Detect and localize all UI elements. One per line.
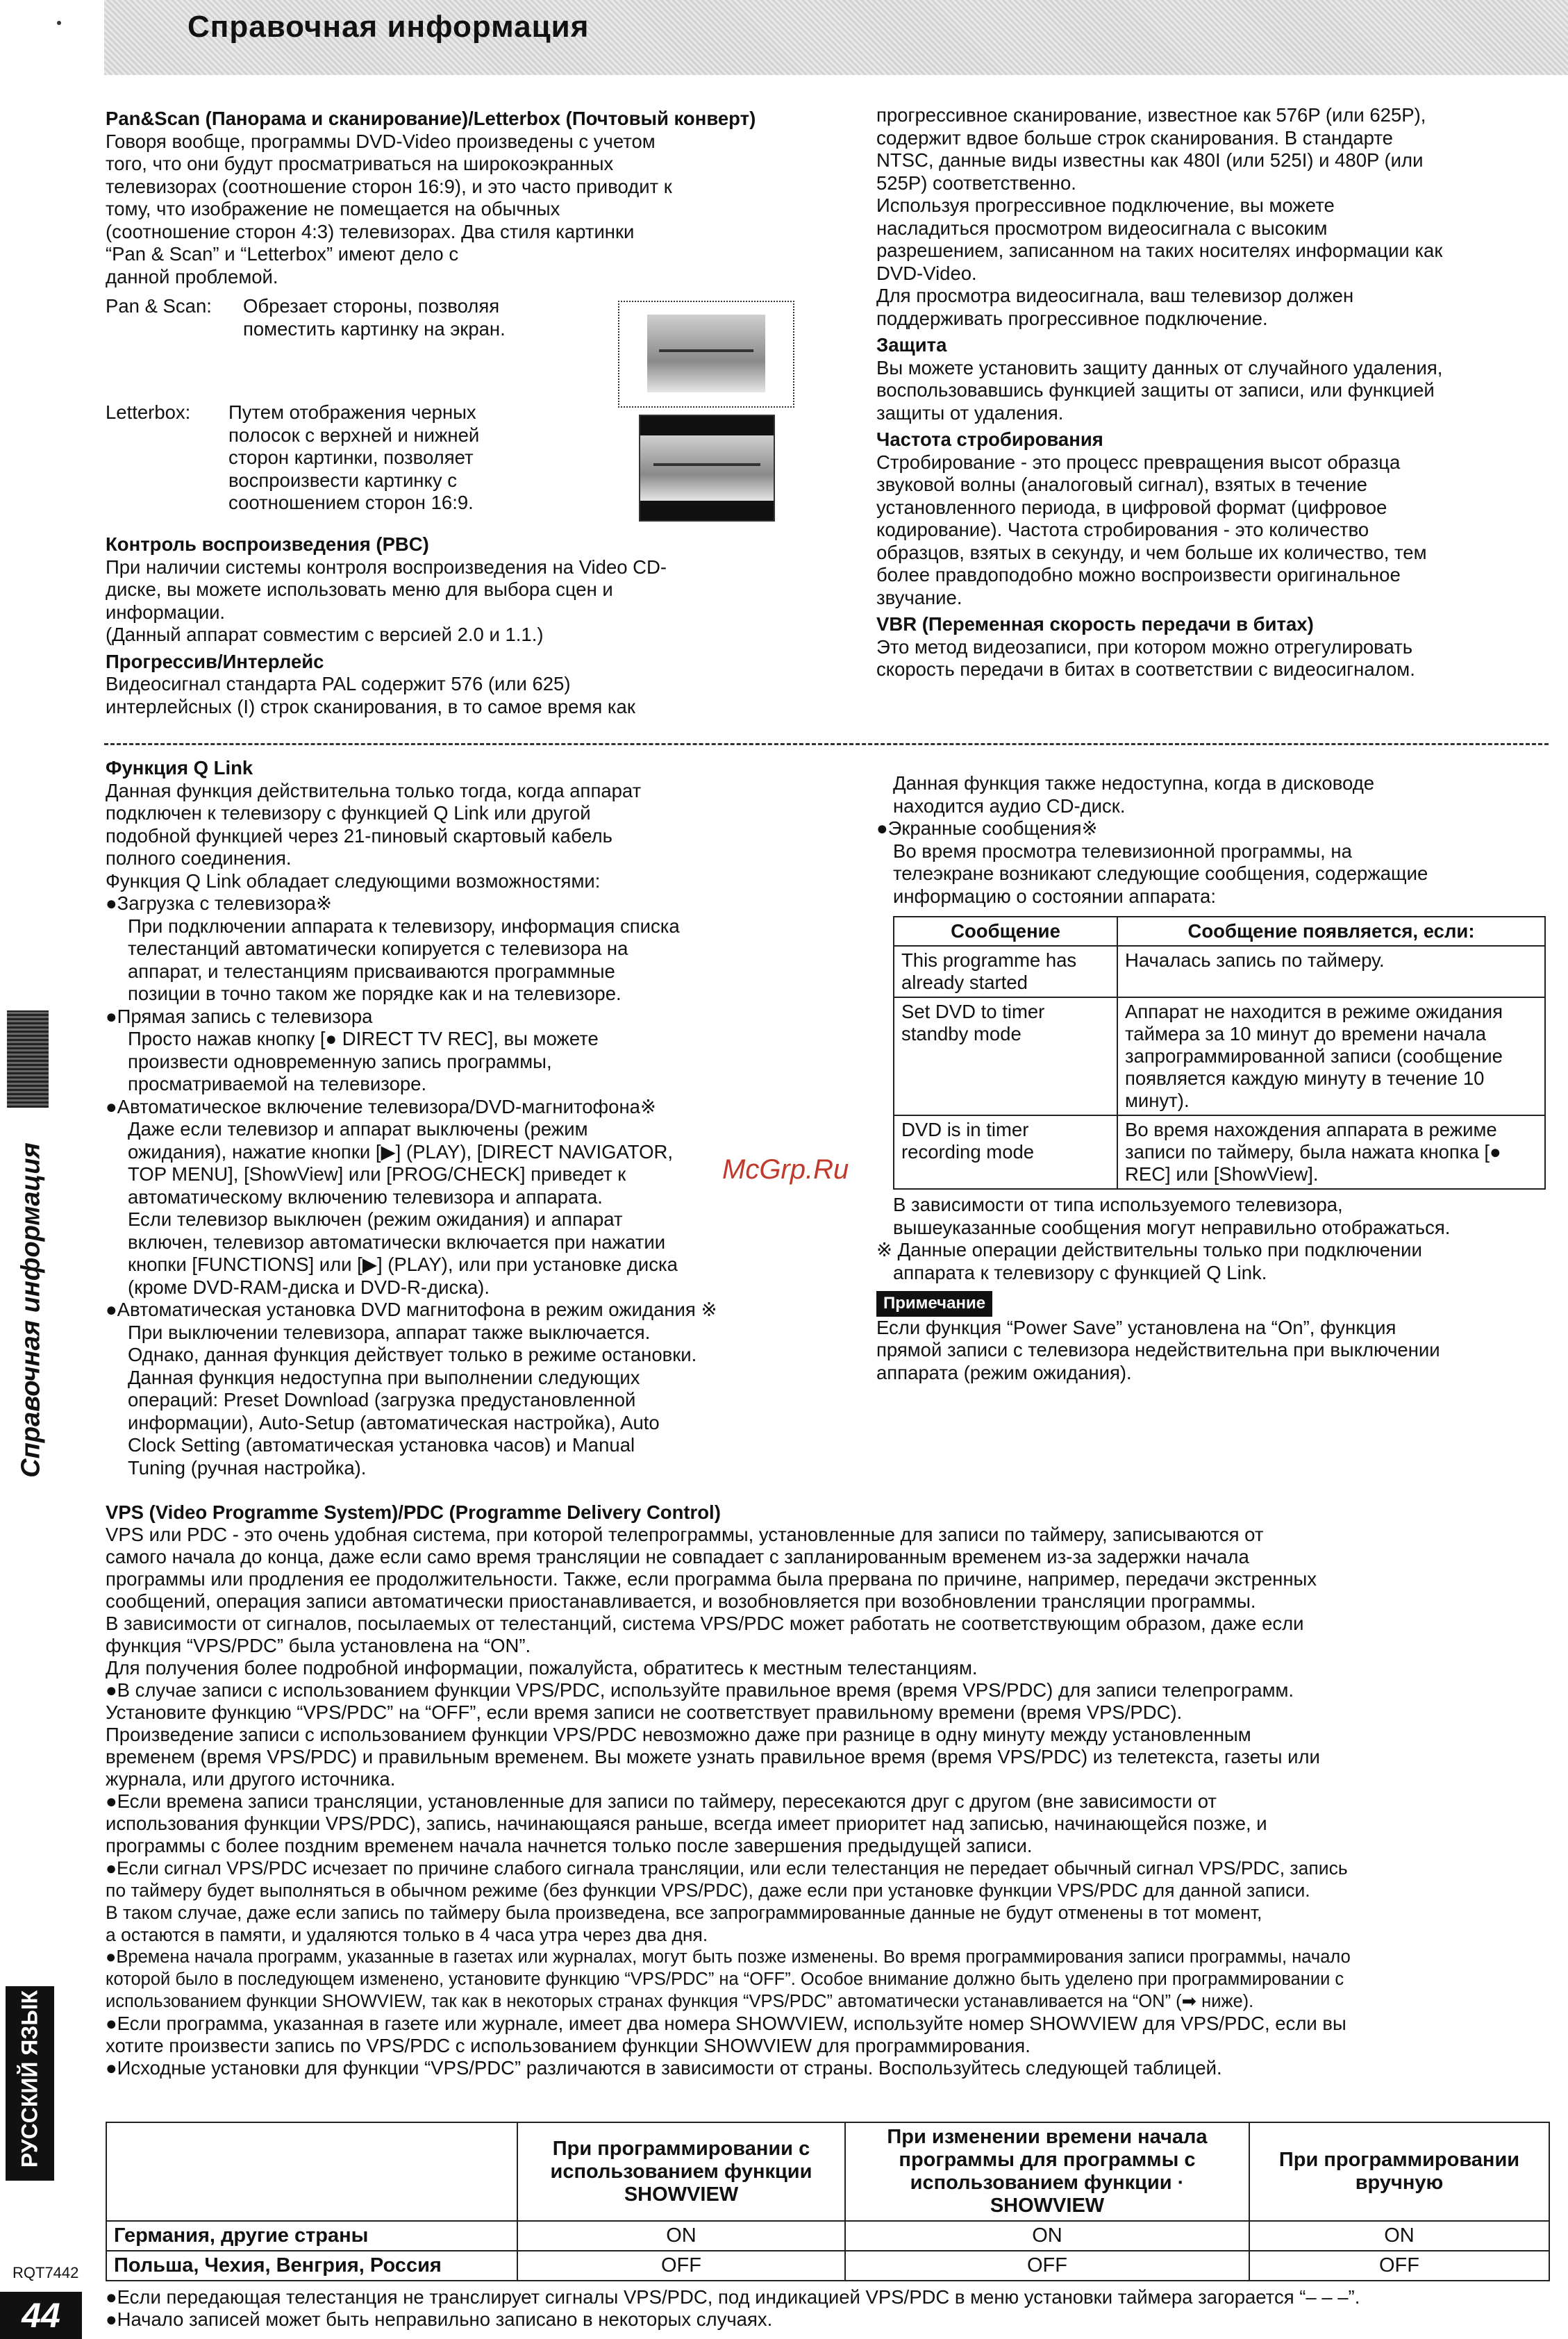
right-top-column bbox=[876, 104, 1550, 681]
text-line: ●Начало записей может быть неправильно записано в некоторых случаях. bbox=[106, 2308, 773, 2330]
text-line: информацию о состоянии аппарата: bbox=[893, 885, 1216, 907]
letterbox-definition bbox=[106, 401, 592, 513]
text-line: Во время просмотра телевизионной программы, на bbox=[893, 840, 1352, 862]
text-line: ●Исходные установки для функции “VPS/PDC” различаются в зависимости от страны. Воспользуйтесь следующей таблицей. bbox=[106, 2057, 1222, 2079]
vbr-heading: VBR (Переменная скорость передачи в битах) bbox=[876, 613, 1314, 635]
text-line: кнопки [FUNCTIONS] или [▶] (PLAY), или при установке диска bbox=[128, 1254, 678, 1275]
text-line: NTSC, данные виды известны как 480I (или 525I) и 480P (или bbox=[876, 149, 1424, 171]
country-cell: Германия, другие страны bbox=[106, 2221, 517, 2251]
text-line: воспользовавшись функцией защиты от записи, или функцией bbox=[876, 379, 1435, 401]
text-line: Стробирование - это процесс превращения высот образца bbox=[876, 451, 1401, 473]
text-line: кодирование). Частота стробирования - это количество bbox=[876, 519, 1369, 540]
condition-cell: Во время нахождения аппарата в режиме записи по таймеру, была нажата кнопка [● REC] или [ShowView]. bbox=[1117, 1115, 1545, 1189]
table-row bbox=[106, 2221, 1549, 2251]
text-line: использования функции VPS/PDC), запись, начинающаяся раньше, всегда имеет приоритет над записью, начинающейся позже, и bbox=[106, 1813, 1267, 1834]
text-line: VPS или PDC - это очень удобная система, при которой телепрограммы, установленные для записи по таймеру, записываются от bbox=[106, 1524, 1264, 1545]
letterbox-label: Letterbox: bbox=[106, 401, 191, 423]
pbc-section bbox=[106, 533, 800, 718]
value-cell: OFF bbox=[845, 2251, 1249, 2281]
text-line: сообщений, операция записи автоматически приостанавливается, и возобновляется при возобновлении трансляции программы. bbox=[106, 1590, 1256, 1612]
text-line: Данная функция также недоступна, когда в дисководе bbox=[893, 772, 1375, 794]
text-line: При выключении телевизора, аппарат также выключается. bbox=[128, 1321, 651, 1343]
qlink-right-column bbox=[876, 772, 1550, 1384]
table-row bbox=[894, 997, 1545, 1115]
text-line: прогрессивное сканирование, известное как 576P (или 625P), bbox=[876, 104, 1426, 126]
message-cell: Set DVD to timer standby mode bbox=[894, 997, 1117, 1115]
text-line: разрешением, записанном на таких носителях информации как bbox=[876, 240, 1443, 261]
text-line: Функция Q Link обладает следующими возможностями: bbox=[106, 869, 601, 892]
text-line: Для получения более подробной информации, пожалуйста, обратитесь к местным телестанциям. bbox=[106, 1657, 978, 1679]
text-line: ●Времена начала программ, указанные в газетах или журналах, могут быть позже изменены. Во время программирования записи программы, начало bbox=[106, 1947, 1351, 1967]
table-header-row bbox=[894, 917, 1545, 946]
page-header bbox=[0, 0, 1568, 76]
text-line: Clock Setting (автоматическая установка часов) и Manual bbox=[128, 1434, 635, 1456]
text-line: Говоря вообще, программы DVD-Video произведены с учетом bbox=[106, 130, 656, 152]
condition-cell: Аппарат не находится в режиме ожидания таймера за 10 минут до времени начала запрограммированной записи (сообщение появляется каждую минуту в течение 10 минут). bbox=[1117, 997, 1545, 1115]
document-code: RQT7442 bbox=[12, 2264, 79, 2281]
text-line: скорость передачи в битах в соответствии с видеосигналом. bbox=[876, 658, 1415, 680]
text-line: соотношением сторон 16:9. bbox=[228, 492, 474, 513]
text-line: Однако, данная функция действует только в режиме остановки. bbox=[128, 1344, 697, 1365]
table-header bbox=[106, 2122, 517, 2221]
table-header: При программировании с использованием функции SHOWVIEW bbox=[517, 2122, 845, 2221]
table-row bbox=[894, 1115, 1545, 1189]
text-line: по таймеру будет выполняться в обычном режиме (без функции VPS/PDC), даже если при установке функции VPS/PDC для данной записи. bbox=[106, 1880, 1310, 1901]
vps-footer-notes bbox=[106, 2286, 1550, 2331]
text-line: звуковой волны (аналоговый сигнал), взятых в течение bbox=[876, 474, 1367, 495]
text-line: ●В случае записи с использованием функции VPS/PDC, используйте правильное время (время VPS/PDC) для записи телепрограмм. bbox=[106, 1679, 1294, 1701]
text-line: полосок с верхней и нижней bbox=[228, 424, 480, 446]
text-line: насладиться просмотром видеосигнала с высоким bbox=[876, 217, 1328, 239]
progressive-heading: Прогрессив/Интерлейс bbox=[106, 650, 324, 672]
text-line: диске, вы можете использовать меню для выбора сцен и bbox=[106, 578, 613, 600]
text-line: ※ Данные операции действительны только при подключении bbox=[876, 1239, 1422, 1260]
bullet-title: ●Автоматическое включение телевизора/DVD-магнитофона※ bbox=[106, 1095, 656, 1117]
pbc-heading: Контроль воспроизведения (PBC) bbox=[106, 533, 429, 555]
onscreen-messages-table bbox=[893, 916, 1546, 1190]
text-line: При наличии системы контроля воспроизведения на Video CD- bbox=[106, 556, 667, 578]
table-header: Сообщение bbox=[894, 917, 1117, 946]
text-line: телестанций автоматически копируется с телевизора на bbox=[128, 938, 628, 959]
vps-heading: VPS (Video Programme System)/PDC (Programme Delivery Control) bbox=[106, 1501, 721, 1523]
text-line: Просто нажав кнопку [● DIRECT TV REC], вы можете bbox=[128, 1028, 599, 1049]
panscan-label: Pan & Scan: bbox=[106, 295, 212, 317]
text-line: В зависимости от типа используемого телевизора, bbox=[893, 1194, 1343, 1215]
section-divider bbox=[104, 743, 1549, 745]
text-line: Установите функцию “VPS/PDC” на “OFF”, если время записи не соответствует правильному времени (время VPS/PDC). bbox=[106, 1701, 1183, 1723]
text-line: подключен к телевизору с функцией Q Link или другой bbox=[106, 802, 591, 824]
text-line: В зависимости от сигналов, посылаемых от телестанций, система VPS/PDC может работать не соответствующим образом, даже если bbox=[106, 1613, 1304, 1634]
table-row bbox=[106, 2251, 1549, 2281]
text-line: журнала, или другого источника. bbox=[106, 1768, 396, 1790]
text-line: самого начала до конца, даже если само время трансляции не совпадает с запланированным временем из-за задержки начала bbox=[106, 1546, 1249, 1567]
text-line: вышеуказанные сообщения могут неправильно отображаться. bbox=[893, 1216, 1451, 1238]
value-cell: OFF bbox=[517, 2251, 845, 2281]
text-line: программы с более поздним временем начала начнется только после завершения предыдущей записи. bbox=[106, 1835, 1033, 1856]
language-tab-label: РУССКИЙ ЯЗЫК bbox=[17, 1990, 42, 2168]
text-line: (Данный аппарат совместим с версией 2.0 и 1.1.) bbox=[106, 624, 544, 645]
text-line: прямой записи с телевизора недействительна при выключении bbox=[876, 1339, 1440, 1360]
text-line: информации), Auto-Setup (автоматическая настройка), Auto bbox=[128, 1411, 660, 1433]
text-line: автоматическому включению телевизора и аппарата. bbox=[128, 1185, 603, 1208]
text-line: Вы можете установить защиту данных от случайного удаления, bbox=[876, 356, 1443, 378]
text-line: Обрезает стороны, позволяя bbox=[243, 295, 500, 317]
text-line: ожидания), нажатие кнопки [▶] (PLAY), [DIRECT NAVIGATOR, bbox=[128, 1140, 673, 1163]
value-cell: ON bbox=[1249, 2221, 1549, 2251]
text-line: ●Если передающая телестанция не транслирует сигналы VPS/PDC, под индикацией VPS/PDC в меню установки таймера загорается “– – –”. bbox=[106, 2286, 1360, 2308]
text-line: Данная функция действительна только тогда, когда аппарат bbox=[106, 779, 642, 801]
text-line: Путем отображения черных bbox=[228, 401, 476, 423]
panscan-illustration bbox=[618, 301, 794, 408]
bullet-title: ●Прямая запись с телевизора bbox=[106, 1005, 373, 1027]
bridge-shape bbox=[653, 463, 760, 466]
text-line: (кроме DVD-RAM-диска и DVD-R-диска). bbox=[128, 1276, 490, 1298]
text-line: Это метод видеозаписи, при котором можно отрегулировать bbox=[876, 635, 1413, 658]
condition-cell: Началась запись по таймеру. bbox=[1117, 946, 1545, 997]
page-number: 44 bbox=[0, 2292, 82, 2339]
text-line: поместить картинку на экран. bbox=[243, 317, 506, 340]
text-line: ●Если программа, указанная в газете или журнале, имеет два номера SHOWVIEW, используйте номер SHOWVIEW для VPS/PDC, если вы bbox=[106, 2013, 1346, 2034]
panscan-intro bbox=[106, 131, 800, 289]
bullet-title: ●Автоматическая установка DVD магнитофона в режим ожидания ※ bbox=[106, 1299, 717, 1320]
letterbox-bottom-band bbox=[640, 501, 774, 520]
text-line: ●Если сигнал VPS/PDC исчезает по причине слабого сигнала трансляции, или если телестанция не передает обычный сигнал VPS/PDC, запись bbox=[106, 1858, 1348, 1879]
text-line: защиты от удаления. bbox=[876, 401, 1064, 424]
text-line: Если телевизор выключен (режим ожидания) и аппарат bbox=[128, 1208, 623, 1230]
vps-defaults-table bbox=[106, 2122, 1550, 2281]
qlink-heading: Функция Q Link bbox=[106, 757, 253, 779]
text-line: более правдоподобно можно воспроизвести оригинальное bbox=[876, 564, 1401, 585]
text-line: Используя прогрессивное подключение, вы можете bbox=[876, 194, 1335, 216]
value-cell: ON bbox=[517, 2221, 845, 2251]
text-line: Если функция “Power Save” установлена на “On”, функция bbox=[876, 1316, 1396, 1338]
table-header: Сообщение появляется, если: bbox=[1117, 917, 1545, 946]
table-row bbox=[894, 946, 1545, 997]
text-line: установленного периода, в цифровой формат (цифровое bbox=[876, 496, 1387, 518]
text-line: хотите произвести запись по VPS/PDC с использованием функции SHOWVIEW для программирования. bbox=[106, 2035, 1031, 2056]
text-line: использованием функции SHOWVIEW, так как в некоторых странах функция “VPS/PDC” автоматически устанавливается на “ON” (➡ ниже). bbox=[106, 1992, 1254, 2011]
panscan-image bbox=[647, 315, 765, 392]
text-line: DVD-Video. bbox=[876, 262, 977, 284]
bridge-shape bbox=[659, 349, 753, 352]
text-line: информации. bbox=[106, 601, 226, 623]
qlink-left-column bbox=[106, 757, 800, 1479]
protect-heading: Защита bbox=[876, 334, 947, 356]
language-tab bbox=[6, 1986, 54, 2181]
page-title: Справочная информация bbox=[187, 10, 590, 44]
text-line: телеэкране возникают следующие сообщения, содержащие bbox=[893, 863, 1428, 884]
panscan-heading: Pan&Scan (Панорама и сканирование)/Letterbox (Почтовый конверт) bbox=[106, 108, 756, 129]
vertical-title: Справочная информация bbox=[16, 1142, 46, 1478]
table-header-row bbox=[106, 2122, 1549, 2221]
text-line: временем (время VPS/PDC) и правильным временем. Вы можете узнать правильное время (время VPS/PDC) из телетекста, газеты или bbox=[106, 1746, 1320, 1767]
text-line: произвести одновременную запись программы, bbox=[128, 1050, 552, 1072]
text-line: находится аудио CD-диск. bbox=[893, 794, 1126, 817]
letterbox-illustration bbox=[639, 415, 775, 522]
text-line: программы или продления ее продолжительности. Также, если программа была прервана по причине, например, передачи экстренных bbox=[106, 1568, 1317, 1590]
message-cell: This programme has already started bbox=[894, 946, 1117, 997]
value-cell: ON bbox=[845, 2221, 1249, 2251]
text-line: просматриваемой на телевизоре. bbox=[128, 1073, 427, 1094]
text-line: того, что они будут просматриваться на широкоэкранных bbox=[106, 153, 614, 174]
bullet-title: ●Загрузка с телевизора※ bbox=[106, 892, 333, 914]
left-top-column bbox=[106, 108, 800, 288]
text-line: данной проблемой. bbox=[106, 265, 278, 288]
text-line: воспроизвести картинку с bbox=[228, 469, 457, 491]
text-line: Даже если телевизор и аппарат выключены (режим bbox=[128, 1118, 588, 1140]
text-line: 525P) соответственно. bbox=[876, 172, 1076, 194]
bullet-title: ●Экранные сообщения※ bbox=[876, 817, 1098, 839]
text-line: (соотношение сторон 4:3) телевизорах. Два стиля картинки bbox=[106, 220, 635, 242]
text-line: поддерживать прогрессивное подключение. bbox=[876, 307, 1268, 329]
text-line: включен, телевизор автоматически включается при нажатии bbox=[128, 1231, 666, 1253]
watermark-text: McGrp.Ru bbox=[722, 1154, 849, 1185]
panscan-definition bbox=[106, 295, 564, 340]
text-line: аппарата (режим ожидания). bbox=[876, 1361, 1132, 1383]
side-section-title bbox=[7, 1083, 49, 1528]
text-line: образцов, взятых в секунду, и чем больше их количество, тем bbox=[876, 541, 1427, 563]
note-badge: Примечание bbox=[876, 1291, 992, 1317]
text-line: звучание. bbox=[876, 586, 962, 608]
text-line: аппарат, и телестанциям присваиваются программные bbox=[128, 960, 615, 982]
text-line: В таком случае, даже если запись по таймеру была произведена, все запрограммированные данные не будут отменены в тот момент, bbox=[106, 1902, 1262, 1923]
text-line: подобной функцией через 21-пиновый скартовый кабель bbox=[106, 824, 613, 847]
text-line: а остаются в памяти, и удаляются только в 4 часа утра через два дня. bbox=[106, 1924, 708, 1945]
letterbox-top-band bbox=[640, 416, 774, 435]
text-line: содержит вдвое больше строк сканирования. В стандарте bbox=[876, 126, 1393, 149]
text-line: операций: Preset Download (загрузка предустановленной bbox=[128, 1389, 636, 1410]
letterbox-image bbox=[640, 435, 774, 501]
text-line: сторон картинки, позволяет bbox=[228, 447, 474, 468]
country-cell: Польша, Чехия, Венгрия, Россия bbox=[106, 2251, 517, 2281]
text-line: Tuning (ручная настройка). bbox=[128, 1456, 367, 1479]
value-cell: OFF bbox=[1249, 2251, 1549, 2281]
sampling-heading: Частота стробирования bbox=[876, 428, 1103, 450]
text-line: Для просмотра видеосигнала, ваш телевизор должен bbox=[876, 285, 1354, 306]
text-line: ●Если времена записи трансляции, установленные для записи по таймеру, пересекаются друг с другом (вне зависимости от bbox=[106, 1790, 1217, 1812]
text-line: Произведение записи с использованием функции VPS/PDC невозможно даже при разнице в одну минуту между установленным bbox=[106, 1724, 1251, 1745]
text-line: позиции в точно таком же порядке как и на телевизоре. bbox=[128, 983, 622, 1004]
text-line: функция “VPS/PDC” была установлена на “ON”. bbox=[106, 1635, 531, 1656]
bullet-dot bbox=[57, 21, 61, 25]
text-line: Данная функция недоступна при выполнении следующих bbox=[128, 1366, 640, 1388]
text-line: которой было в последующем изменено, установите функцию “VPS/PDC” на “OFF”. Особое внимание должно быть уделено при программировании с bbox=[106, 1970, 1344, 1989]
message-cell: DVD is in timer recording mode bbox=[894, 1115, 1117, 1189]
text-line: аппарата к телевизору с функцией Q Link. bbox=[893, 1261, 1267, 1283]
text-line: тому, что изображение не помещается на обычных bbox=[106, 198, 560, 219]
text-line: “Pan & Scan” и “Letterbox” имеют дело с bbox=[106, 243, 459, 265]
text-line: TOP MENU], [ShowView] или [PROG/CHECK] приведет к bbox=[128, 1163, 626, 1185]
table-header: При программировании вручную bbox=[1249, 2122, 1549, 2221]
table-header: При изменении времени начала программы для программы с использованием функции · SHOWVIEW bbox=[845, 2122, 1249, 2221]
text-line: телевизорах (соотношение сторон 16:9), и это часто приводит к bbox=[106, 175, 672, 197]
text-line: интерлейсных (I) строк сканирования, в то самое время как bbox=[106, 695, 635, 717]
text-line: При подключении аппарата к телевизору, информация списка bbox=[128, 915, 680, 937]
text-line: полного соединения. bbox=[106, 847, 292, 869]
vps-section bbox=[106, 1501, 1550, 2079]
text-line: Видеосигнал стандарта PAL содержит 576 (или 625) bbox=[106, 673, 571, 694]
